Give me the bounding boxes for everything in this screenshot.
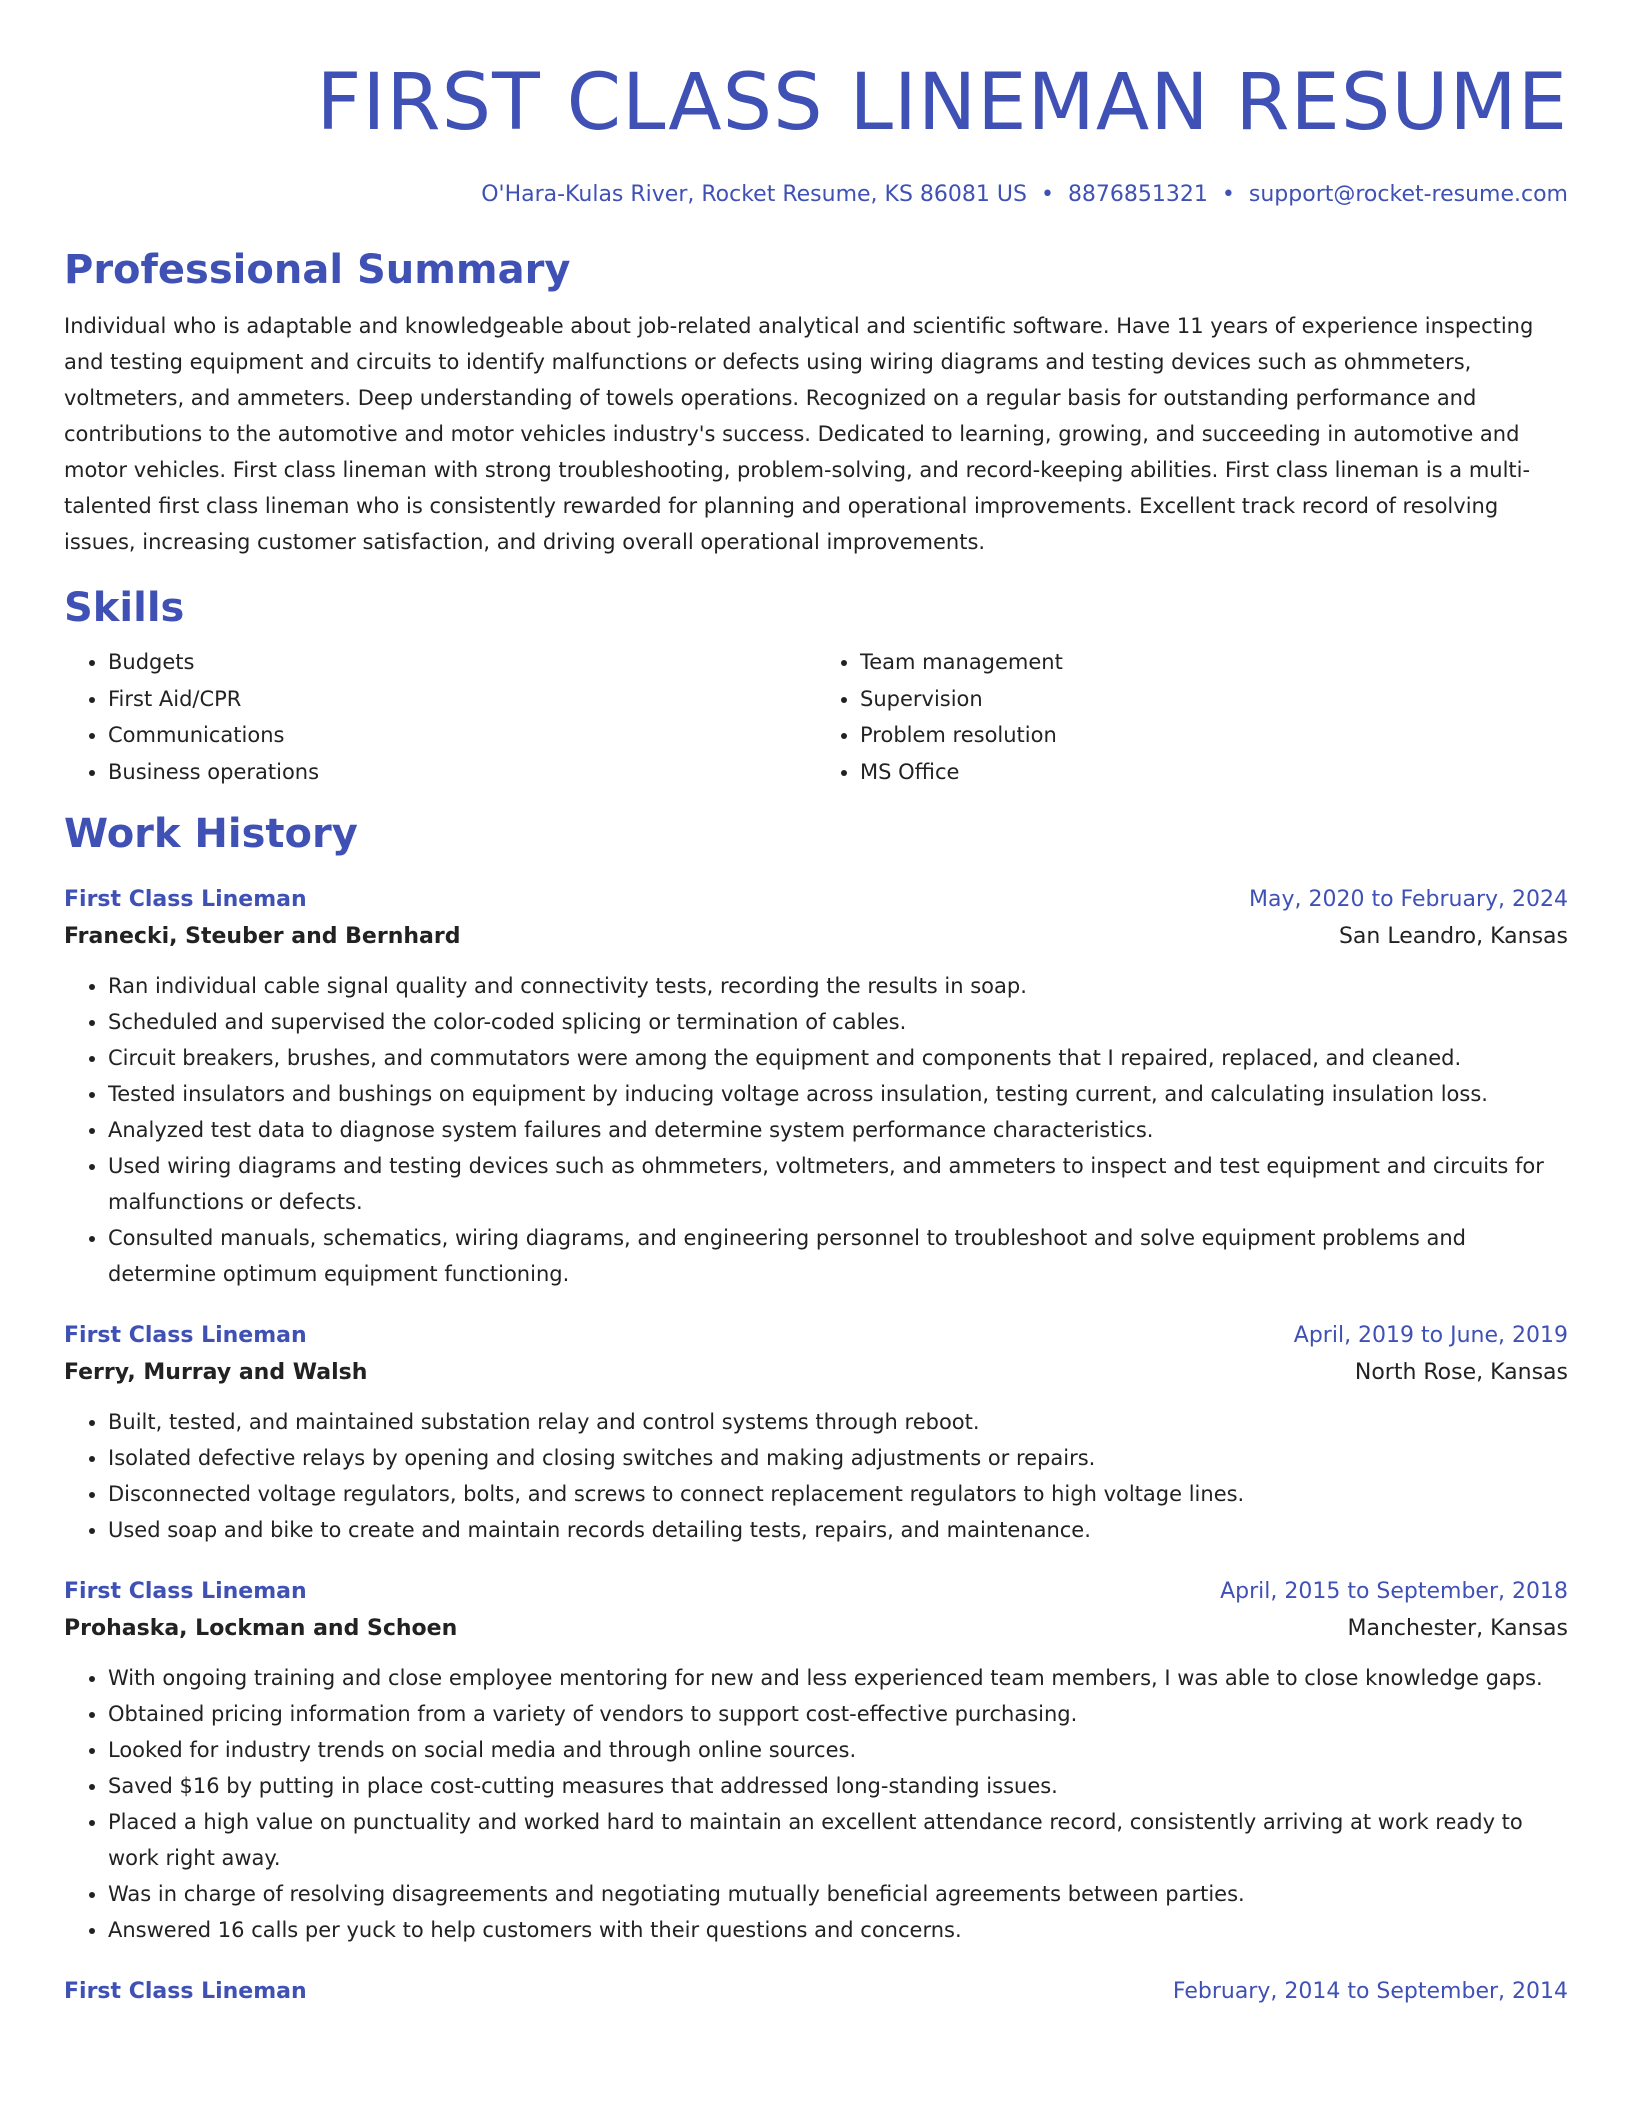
job-dates: May, 2020 to February, 2024	[1249, 887, 1568, 912]
job-subheader	[64, 918, 1568, 956]
job-bullet: • Disconnected voltage regulators, bolts, and screws to connect replacement regulators to high voltage lines.	[108, 1476, 1568, 1512]
job-bullet: • Ran individual cable signal quality and connectivity tests, recording the results in soap.	[108, 968, 1568, 1004]
job-entry	[64, 882, 1568, 1292]
skill-item: • Business operations	[108, 754, 816, 791]
job-header	[64, 882, 1568, 918]
contact-separator: •	[1040, 182, 1054, 207]
skills-column-right	[816, 644, 1568, 790]
job-bullet: • Answered 16 calls per yuck to help customers with their questions and concerns.	[108, 1912, 1568, 1948]
contact-phone: 8876851321	[1067, 182, 1208, 207]
job-bullet: • Obtained pricing information from a variety of vendors to support cost-effective purchasing.	[108, 1696, 1568, 1732]
job-header	[64, 1574, 1568, 1610]
job-bullet: • Saved $16 by putting in place cost-cutting measures that addressed long-standing issues.	[108, 1768, 1568, 1804]
job-dates: February, 2014 to September, 2014	[1172, 1979, 1568, 2004]
skills-list	[64, 644, 1568, 790]
job-header	[64, 1974, 1568, 2010]
job-location: San Leandro, Kansas	[1338, 924, 1568, 949]
skills-heading: Skills	[64, 585, 185, 631]
skill-item: • Communications	[108, 717, 816, 754]
contact-line	[64, 180, 1568, 210]
job-title: First Class Lineman	[64, 1579, 307, 1604]
job-title: First Class Lineman	[64, 887, 307, 912]
job-bullet: • Scheduled and supervised the color-coded splicing or termination of cables.	[108, 1004, 1568, 1040]
job-bullets	[64, 1660, 1568, 1948]
job-bullet: • Looked for industry trends on social media and through online sources.	[108, 1732, 1568, 1768]
job-dates: April, 2019 to June, 2019	[1293, 1323, 1568, 1348]
job-company: Franecki, Steuber and Bernhard	[64, 924, 461, 949]
summary-heading: Professional Summary	[64, 247, 571, 293]
resume-title: FIRST CLASS LINEMAN RESUME	[316, 58, 1568, 148]
skill-item: • Team management	[860, 644, 1568, 681]
resume-page	[64, 0, 1568, 2010]
job-entry	[64, 1974, 1568, 2010]
contact-email[interactable]: support@rocket-resume.com	[1248, 182, 1568, 207]
job-entry	[64, 1318, 1568, 1548]
job-bullet: • Used wiring diagrams and testing devices such as ohmmeters, voltmeters, and ammeters to inspect and test equipment and circuits for malfunctions or defects.	[108, 1148, 1568, 1220]
contact-separator: •	[1221, 182, 1235, 207]
job-bullet: • Tested insulators and bushings on equipment by inducing voltage across insulation, testing current, and calculating insulation loss.	[108, 1076, 1568, 1112]
job-bullet: • Was in charge of resolving disagreements and negotiating mutually beneficial agreements between parties.	[108, 1876, 1568, 1912]
job-company: Prohaska, Lockman and Schoen	[64, 1616, 458, 1641]
job-title: First Class Lineman	[64, 1323, 307, 1348]
job-bullet: • Used soap and bike to create and maintain records detailing tests, repairs, and maintenance.	[108, 1512, 1568, 1548]
job-title: First Class Lineman	[64, 1979, 307, 2004]
skill-item: • Problem resolution	[860, 717, 1568, 754]
job-bullet: • Circuit breakers, brushes, and commutators were among the equipment and components that I repaired, replaced, and cleaned.	[108, 1040, 1568, 1076]
skill-item: • Budgets	[108, 644, 816, 681]
skill-item: • Supervision	[860, 681, 1568, 718]
skills-column-left	[64, 644, 816, 790]
job-company: Ferry, Murray and Walsh	[64, 1360, 368, 1385]
job-subheader	[64, 1610, 1568, 1648]
job-entry	[64, 1574, 1568, 1948]
skill-item: • MS Office	[860, 754, 1568, 791]
job-bullet: • Built, tested, and maintained substation relay and control systems through reboot.	[108, 1404, 1568, 1440]
job-header	[64, 1318, 1568, 1354]
contact-address: O'Hara-Kulas River, Rocket Resume, KS 86081 US	[481, 182, 1027, 207]
job-bullet: • Analyzed test data to diagnose system failures and determine system performance characteristics.	[108, 1112, 1568, 1148]
job-dates: April, 2015 to September, 2018	[1220, 1579, 1568, 1604]
skill-item: • First Aid/CPR	[108, 681, 816, 718]
job-bullets	[64, 1404, 1568, 1548]
summary-text: Individual who is adaptable and knowledgeable about job-related analytical and scientific software. Have 11 years of experience inspecting and testing equipment and circuits to identify malfunctions or defects using wiring diagrams and testing devices such as ohmmeters, voltmeters, and ammeters. Deep understanding of towels operations. Recognized on a regular basis for outstanding performance and contributions to the automotive and motor vehicles industry's success. Dedicated to learning, growing, and succeeding in automotive and motor vehicles. First class lineman with strong troubleshooting, problem-solving, and record-keeping abilities. First class lineman is a multi-talented first class lineman who is consistently rewarded for planning and operational improvements. Excellent track record of resolving issues, increasing customer satisfaction, and driving overall operational improvements.	[64, 314, 1534, 554]
job-bullet: • With ongoing training and close employee mentoring for new and less experienced team members, I was able to close knowledge gaps.	[108, 1660, 1568, 1696]
job-bullets	[64, 968, 1568, 1292]
job-location: North Rose, Kansas	[1354, 1360, 1568, 1385]
job-bullet: • Consulted manuals, schematics, wiring diagrams, and engineering personnel to troubleshoot and solve equipment problems and determine optimum equipment functioning.	[108, 1220, 1568, 1292]
work-history-heading: Work History	[64, 811, 358, 857]
job-bullet: • Isolated defective relays by opening and closing switches and making adjustments or repairs.	[108, 1440, 1568, 1476]
job-subheader	[64, 1354, 1568, 1392]
job-bullet: • Placed a high value on punctuality and worked hard to maintain an excellent attendance record, consistently arriving at work ready to work right away.	[108, 1804, 1568, 1876]
job-location: Manchester, Kansas	[1347, 1616, 1568, 1641]
